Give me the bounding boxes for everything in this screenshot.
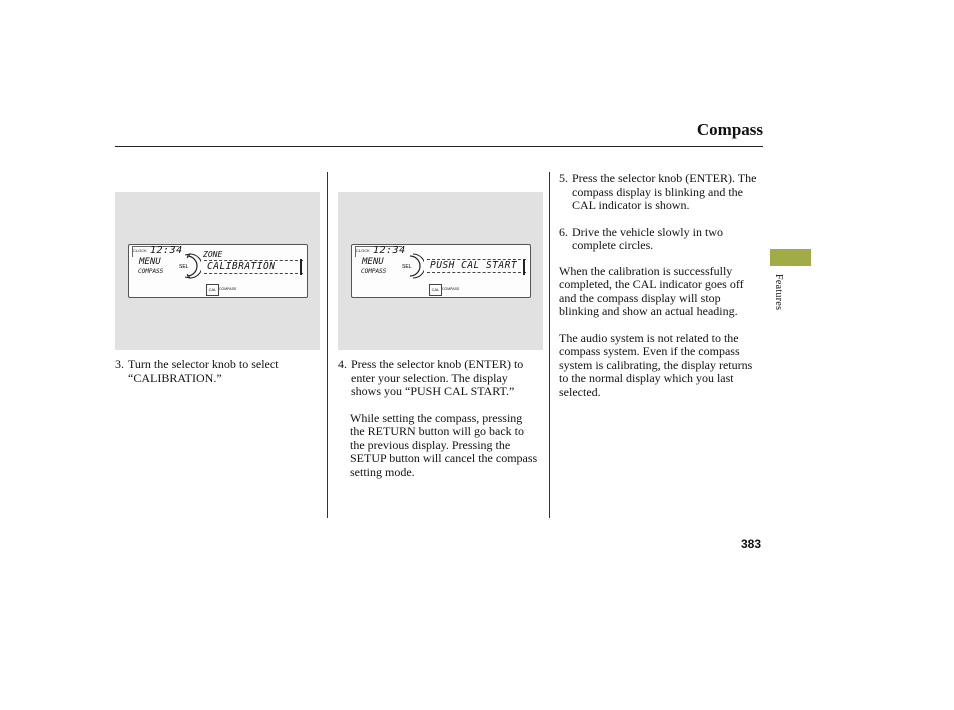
cal-indicator: CAL [206, 284, 219, 296]
step-text: Turn the selector knob to select “CALIBRATION.” [128, 357, 279, 385]
paragraph-calibration-complete: When the calibration is successfully completed, the CAL indicator goes off and the compass display will stop blinking and show an actual heading. [559, 263, 744, 318]
step-number: 5. [559, 171, 568, 185]
step-number: 4. [338, 357, 347, 371]
page-title: Compass [696, 120, 763, 139]
step-text: Press the selector knob (ENTER) to enter your selection. The display shows you “PUSH CAL START.” [351, 357, 524, 398]
audio-display [128, 244, 308, 298]
clock-label: CLOCK [356, 248, 370, 253]
step-6 [559, 226, 763, 253]
step-3 [115, 358, 315, 385]
compass-label: COMPASS [361, 268, 387, 275]
column-1-text [115, 358, 315, 385]
note-paragraph: While setting the compass, pressing the RETURN button will go back to the previous display. Pressing the SETUP button will cancel the compass setting mode. [350, 410, 538, 479]
knob-text: SEL [179, 264, 189, 270]
display-illustration-push-cal-start [338, 192, 543, 350]
column-divider-1 [327, 172, 328, 518]
audio-display [351, 244, 531, 298]
page-number: 383 [741, 537, 762, 551]
selector-knob-icon [402, 253, 424, 279]
column-2-text [338, 358, 538, 479]
compass-label: COMPASS [138, 268, 164, 275]
step-text: Drive the vehicle slowly in two complete circles. [572, 224, 723, 252]
display-subtext: ZONE [203, 250, 223, 259]
clock-label: CLOCK [133, 248, 147, 253]
step-number: 3. [115, 357, 124, 371]
section-tab [770, 249, 811, 266]
cal-indicator-label: COMPASS [219, 287, 237, 291]
cal-indicator-label: COMPASS [442, 287, 460, 291]
step-number: 6. [559, 224, 568, 239]
header-rule [115, 146, 763, 147]
section-tab-label: Features [773, 274, 784, 311]
display-illustration-calibration [115, 192, 320, 350]
paragraph-audio-system: The audio system is not related to the compass system. Even if the compass system is calibrating, the display returns to the normal display which you last selected. [559, 330, 753, 399]
knob-text: SEL [402, 264, 412, 270]
clock-readout: 12:34 [150, 245, 183, 256]
selector-knob-icon [179, 253, 201, 279]
step-4 [338, 358, 538, 399]
column-divider-2 [549, 172, 550, 518]
display-main-text: PUSH CAL START [427, 259, 526, 273]
step-5 [559, 172, 763, 213]
column-3-text [559, 172, 763, 399]
menu-label: MENU [139, 257, 161, 267]
clock-readout: 12:34 [373, 245, 406, 256]
display-main-text: CALIBRATION [204, 260, 303, 274]
display-end-bar [300, 259, 302, 275]
display-end-bar [523, 259, 525, 275]
menu-label: MENU [362, 257, 384, 267]
step-text: Press the selector knob (ENTER). The compass display is blinking and the CAL indicator is shown. [572, 171, 757, 212]
cal-indicator: CAL [429, 284, 442, 296]
